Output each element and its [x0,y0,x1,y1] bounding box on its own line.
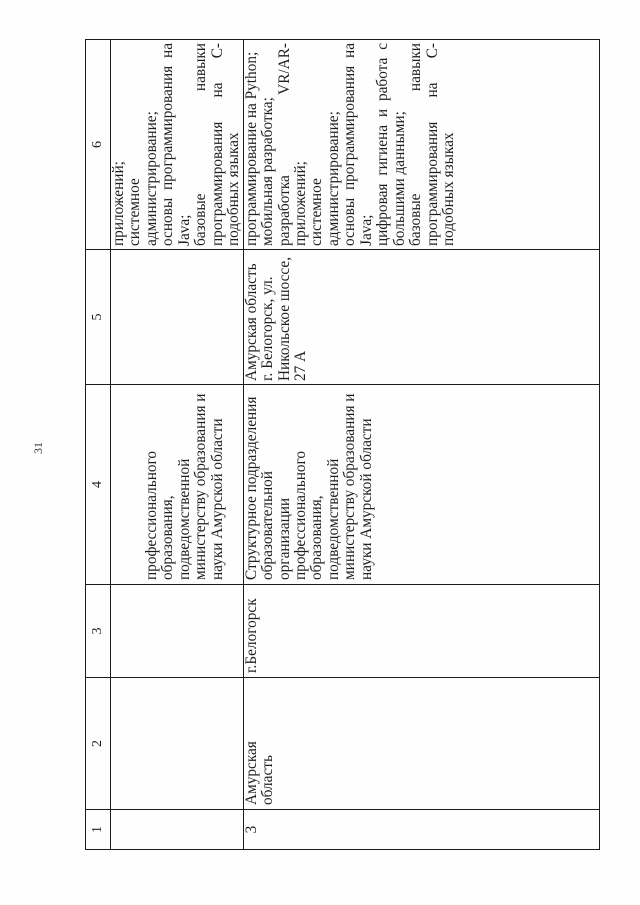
text-line: министерству образования и [341,393,359,580]
data-table [85,39,600,850]
text-line: Java; [175,214,193,246]
text-line: образования, [159,495,177,580]
text-line: большими данными; [390,111,408,246]
table-cell [243,385,599,585]
table-cell [111,810,244,850]
text-line: подобных языках [440,132,458,246]
text-line: 27 А [291,350,309,381]
table-cell [243,250,599,385]
table-cell [111,385,244,585]
text-line: профессионального [291,450,309,580]
text-line: основы программирования на [341,43,359,246]
table-row [111,40,244,850]
text-line: область [259,755,277,805]
text-line: разработка VR/AR- [275,43,293,246]
text-line: организации [275,497,293,580]
column-number: 2 [86,678,111,810]
text-line: Амурская область [242,263,260,381]
text-line: цифровая гигиена и работа с [374,43,392,246]
header-row [86,40,111,850]
column-number: 1 [86,810,111,850]
table-cell [111,250,244,385]
text-line: Амурская [242,741,260,805]
text-line: министерству образования и [192,393,210,580]
text-line: образования, [308,495,326,580]
text-line: Java; [357,214,375,246]
column-number: 4 [86,385,111,585]
column-number: 6 [86,40,111,250]
table-cell [111,585,244,678]
text-line: Никольское шоссе, [275,256,293,381]
text-line: профессионального [143,450,160,580]
text-line: приложений; [110,161,127,246]
rotated-table [85,40,598,850]
text-line: администрирование; [142,111,160,246]
text-line: подобных языках [225,132,243,246]
text-line: системное [308,178,326,246]
text-line: образовательной [259,471,277,580]
text-line: программирования на C- [208,43,226,246]
text-line: администрирование; [324,111,342,246]
table-cell [243,678,599,810]
page-number: 31 [31,442,45,454]
text-line: г.Белогорск [242,598,260,673]
text-line: Структурное подразделения [242,396,260,580]
text-line: науки Амурской области [208,418,226,580]
text-line: программирования на C- [423,43,441,246]
table-cell [111,678,244,810]
table-row [243,40,599,850]
table-cell [243,585,599,678]
text-line: основы программирования на [159,43,177,246]
table-cell [111,40,244,250]
text-line: мобильная разработка; [259,97,277,246]
text-line: подведомственной [324,458,342,580]
column-number: 3 [86,585,111,678]
text-line: базовые навыки [407,43,425,246]
text-line: подведомственной [175,458,193,580]
text-line: 3 [242,825,260,834]
column-number: 5 [86,250,111,385]
table-cell [243,40,599,250]
text-line: базовые навыки [192,43,210,246]
table-cell [243,810,599,850]
text-line: программирование на Python; [242,51,260,246]
text-line: приложений; [291,161,309,246]
text-line: науки Амурской области [357,418,375,580]
text-line: г. Белогорск, ул. [259,276,277,381]
text-line: системное [126,178,144,246]
